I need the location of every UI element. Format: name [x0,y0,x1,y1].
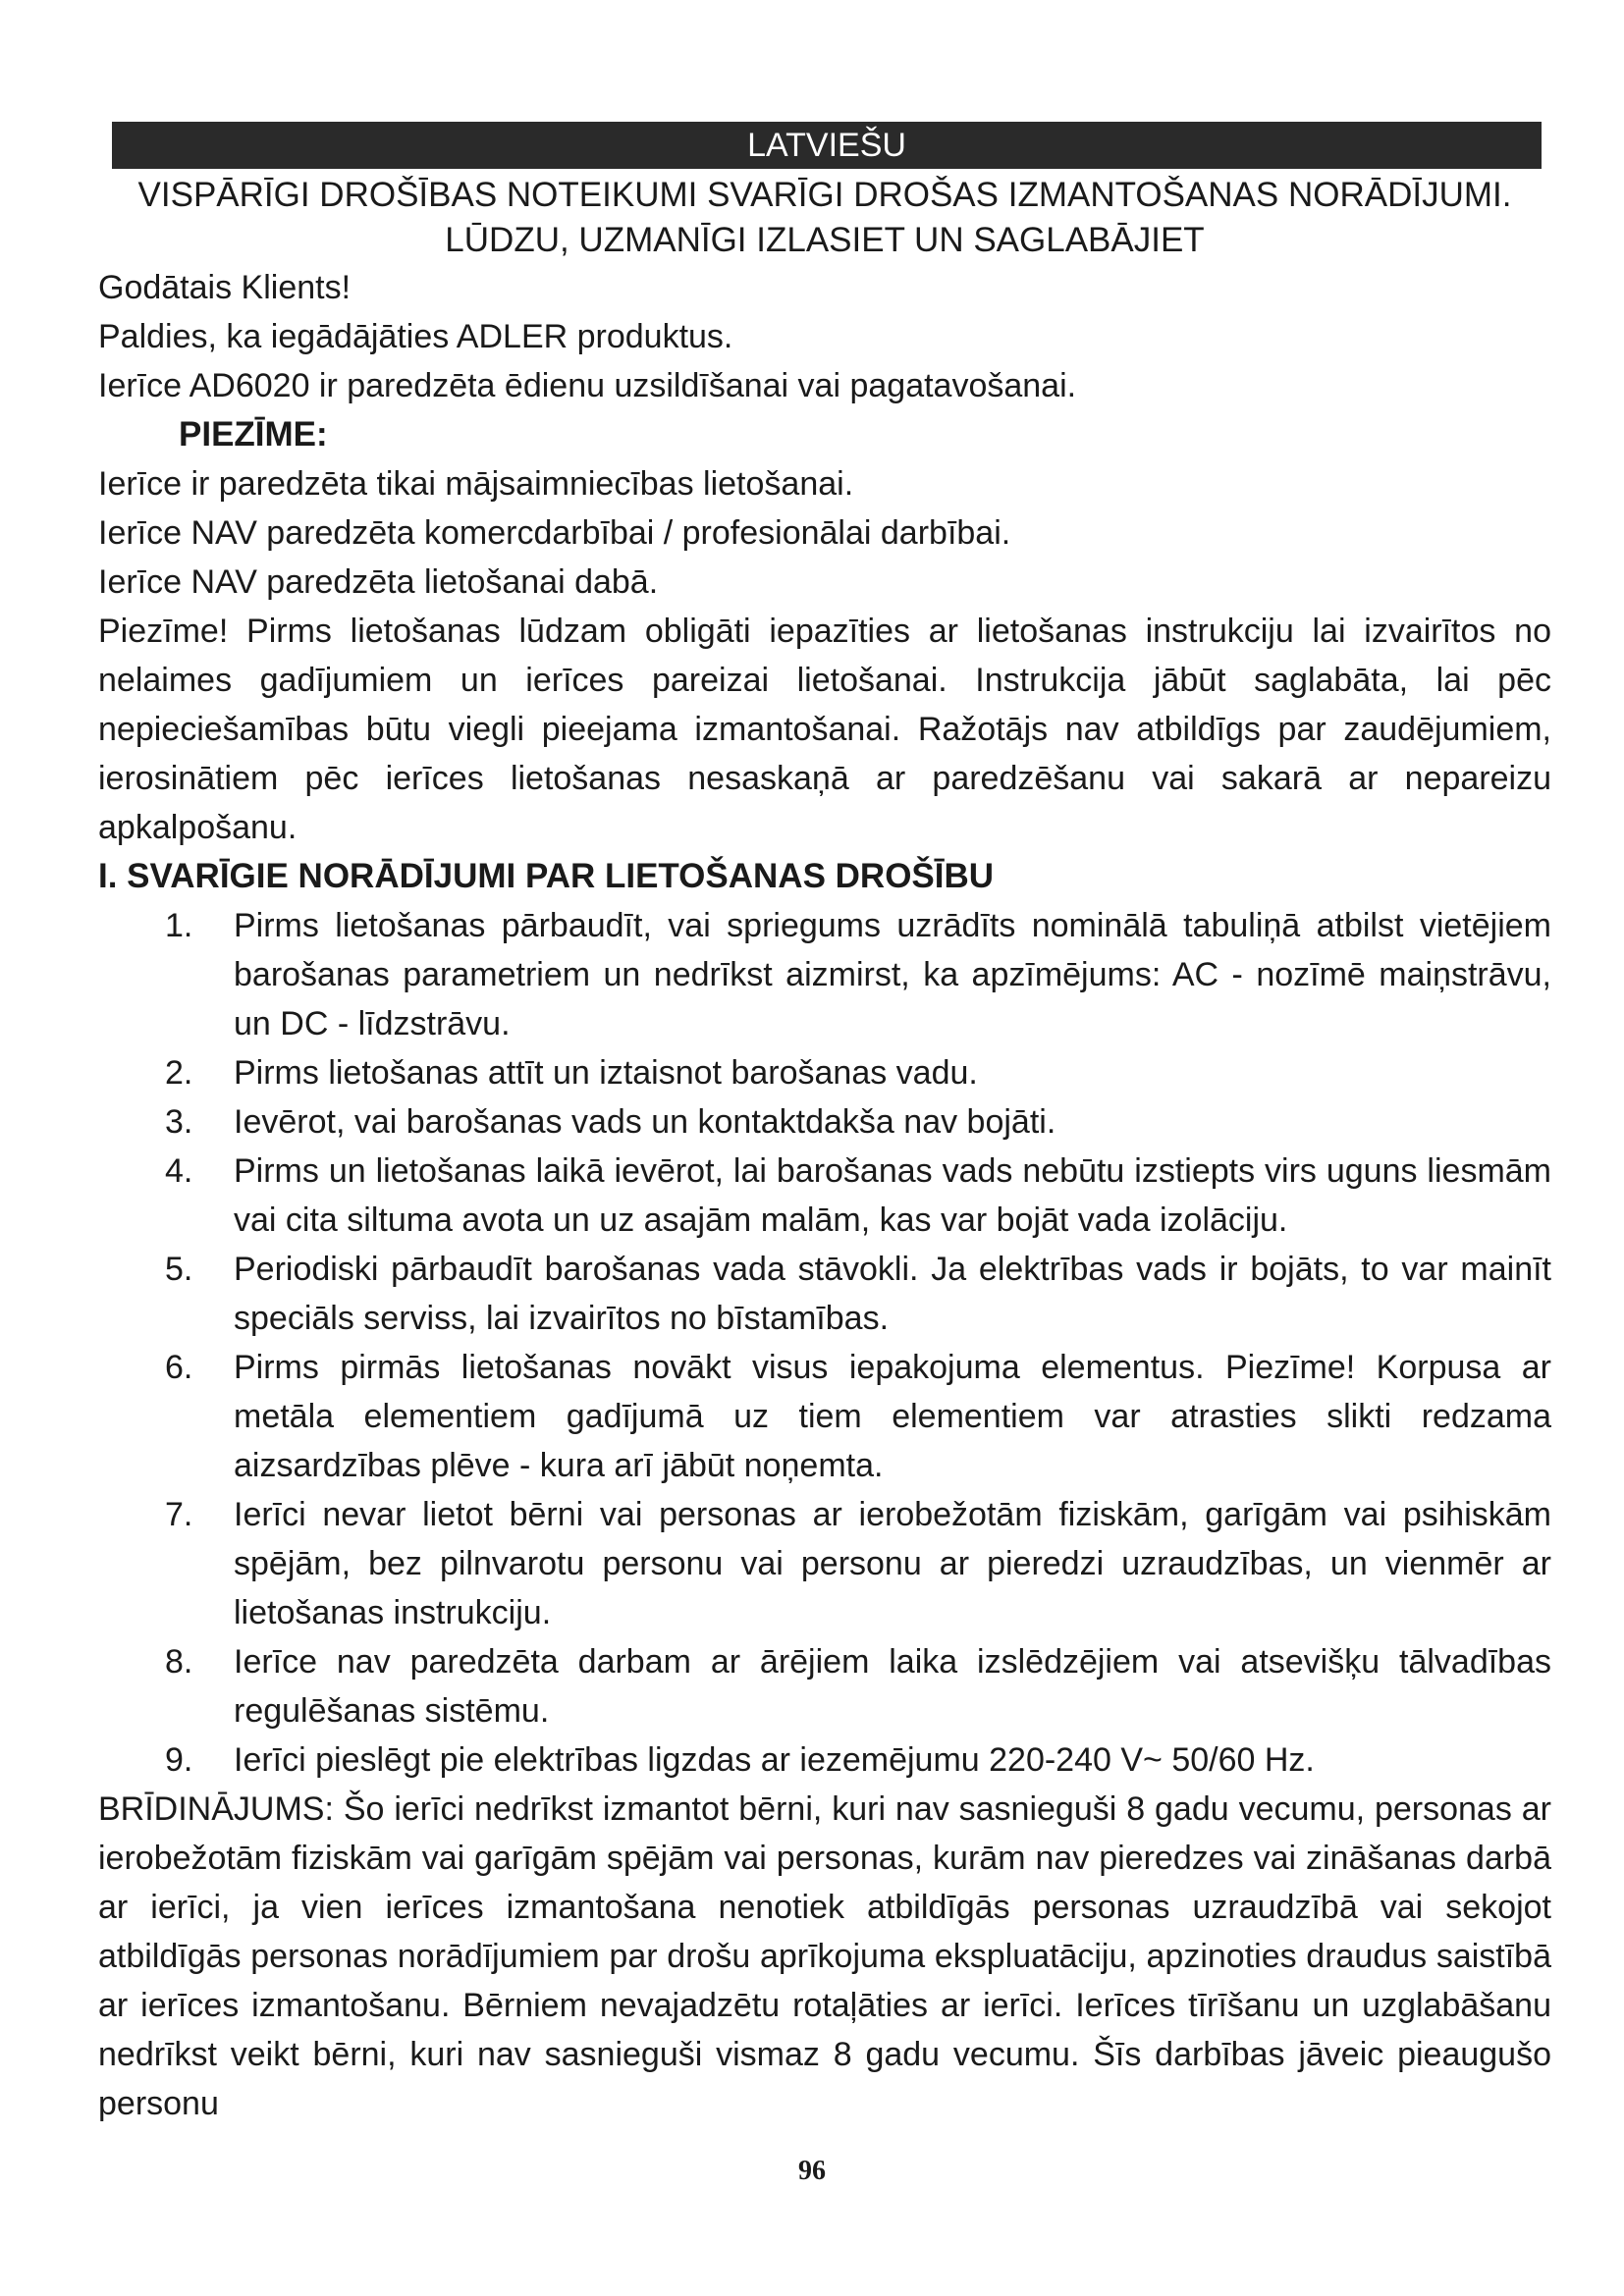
item-number: 1. [165,907,193,944]
item-text: Ierīci nevar lietot bērni vai personas ar ierobežotām fiziskām, garīgām vai psihiskām spējām, bez pilnvarotu personu vai personu ar pieredzi uzraudzības, un vienmēr ar lietošanas instrukciju. [234,1496,1551,1631]
document-page [98,122,1551,2128]
item-number: 2. [165,1054,193,1092]
safety-instructions-list [98,901,1551,1785]
item-text: Pirms un lietošanas laikā ievērot, lai barošanas vads nebūtu izstiepts virs uguns liesmām vai cita siltuma avota un uz asajām malām, kas var bojāt vada izolāciju. [234,1152,1551,1239]
item-number: 5. [165,1251,193,1288]
note-line: Ierīce NAV paredzēta lietošanai dabā. [98,563,659,601]
note-line: Ierīce ir paredzēta tikai mājsaimniecības lietošanai. [98,465,854,503]
note-line: Ierīce NAV paredzēta komercdarbībai / profesionālai darbībai. [98,514,1011,552]
warning-paragraph: BRĪDINĀJUMS: Šo ierīci nedrīkst izmantot bērni, kuri nav sasnieguši 8 gadu vecumu, personas ar ierobežotām fiziskām vai garīgām spējām vai personas, kurām nav pieredzes vai zināšanas darbā ar ierīci, ja vien ierīces izmantošana nenotiek atbildīgās personas uzraudzībā vai sekojot atbildīgās personas norādījumiem par drošu aprīkojuma ekspluatāciju, apzinoties draudus saistībā ar ierīces izmantošanu. Bērniem nevajadzētu rotaļāties ar ierīci. Ierīces tīrīšanu un uzglabāšanu nedrīkst veikt bērni, kuri nav sasnieguši vismaz 8 gadu vecumu. Šīs darbības jāveic pieaugušo personu [98,1790,1551,2122]
item-number: 6. [165,1349,193,1386]
item-text: Ierīci pieslēgt pie elektrības ligzdas ar iezemējumu 220-240 V~ 50/60 Hz. [234,1741,1315,1779]
greeting: Godātais Klients! [98,269,352,306]
item-text: Pirms lietošanas pārbaudīt, vai spriegums uzrādīts nominālā tabuliņā atbilst vietējiem barošanas parametriem un nedrīkst aizmirst, ka apzīmējums: AC - nozīmē maiņstrāvu, un DC - līdzstrāvu. [234,907,1551,1042]
note-heading: PIEZĪME: [179,415,328,454]
item-text: Pirms lietošanas attīt un iztaisnot barošanas vadu. [234,1054,978,1092]
purpose-line: Ierīce AD6020 ir paredzēta ēdienu uzsildīšanai vai pagatavošanai. [98,367,1077,404]
list-item [98,1343,1551,1490]
list-item [98,1147,1551,1245]
item-text: Pirms pirmās lietošanas novākt visus iepakojuma elementus. Piezīme! Korpusa ar metāla elementiem gadījumā uz tiem elementiem var atrasties slikti redzama aizsardzības plēve - kura arī jābūt noņemta. [234,1349,1551,1484]
item-text: Ierīce nav paredzēta darbam ar ārējiem laika izslēdzējiem vai atsevišķu tālvadības regulēšanas sistēmu. [234,1643,1551,1730]
list-item [98,1245,1551,1343]
item-number: 8. [165,1643,193,1681]
section-heading: I. SVARĪGIE NORĀDĪJUMI PAR LIETOŠANAS DROŠĪBU [98,857,995,895]
list-item [98,1735,1551,1785]
list-item [98,1097,1551,1147]
note-paragraph: Piezīme! Pirms lietošanas lūdzam obligāti iepazīties ar lietošanas instrukciju lai izvairītos no nelaimes gadījumiem un ierīces pareizai lietošanai. Instrukcija jābūt saglabāta, lai pēc nepieciešamības būtu viegli pieejama izmantošanai. Ražotājs nav atbildīgs par zaudējumiem, ierosinātiem pēc ierīces lietošanas nesaskaņā ar paredzēšanu vai sakarā ar nepareizu apkalpošanu. [98,613,1551,846]
safety-title [98,173,1551,263]
list-item [98,901,1551,1048]
title-line-2: LŪDZU, UZMANĪGI IZLASIET UN SAGLABĀJIET [445,221,1205,259]
item-text: Ievērot, vai barošanas vads un kontaktdakša nav bojāti. [234,1103,1056,1141]
list-item [98,1048,1551,1097]
item-text: Periodiski pārbaudīt barošanas vada stāvokli. Ja elektrības vads ir bojāts, to var mainīt speciāls serviss, lai izvairītos no bīstamības. [234,1251,1551,1337]
item-number: 4. [165,1152,193,1190]
language-header-bar [112,122,1542,169]
item-number: 7. [165,1496,193,1533]
language-label: LATVIEŠU [747,127,906,164]
item-number: 3. [165,1103,193,1141]
list-item [98,1490,1551,1637]
page-number: 96 [798,2156,826,2186]
thanks-line: Paldies, ka iegādājāties ADLER produktus. [98,318,733,355]
title-line-1: VISPĀRĪGI DROŠĪBAS NOTEIKUMI SVARĪGI DROŠAS IZMANTOŠANAS NORĀDĪJUMI. [137,176,1512,214]
item-number: 9. [165,1741,193,1779]
list-item [98,1637,1551,1735]
